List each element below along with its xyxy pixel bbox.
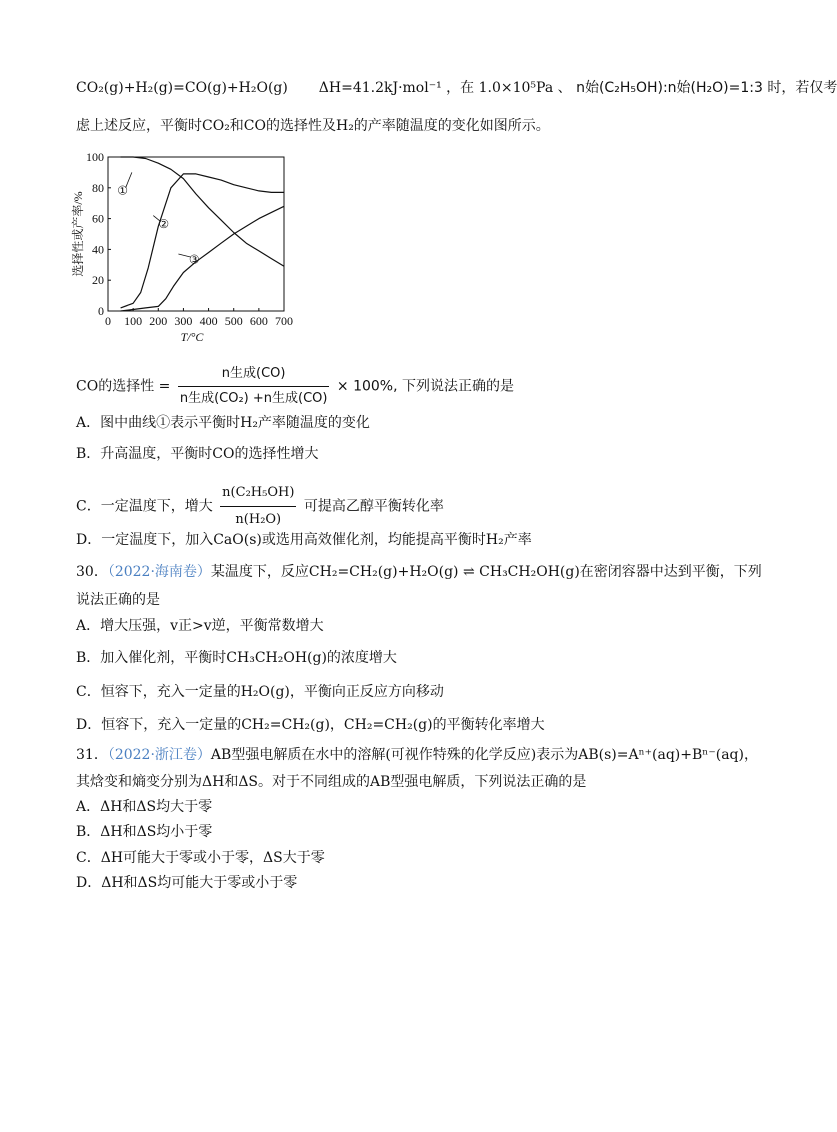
selectivity-tail: × 100%, — [336, 378, 398, 395]
q29-pressure: 1.0×10⁵Pa — [478, 80, 554, 96]
x-tick-label: 100 — [124, 314, 143, 328]
series-label-1: ① — [117, 183, 128, 198]
y-axis-label: 选择性或产率/% — [71, 191, 85, 277]
y-tick-label: 100 — [86, 150, 104, 164]
q31-option-b: B．ΔH和ΔS均小于零 — [76, 824, 213, 840]
selectivity-yield-chart — [70, 140, 310, 350]
x-axis-label: T/°C — [180, 330, 204, 344]
q30-stem-line2: 说法正确的是 — [76, 592, 160, 608]
q29-ratio-suffix: 时，若仅考 — [767, 80, 837, 96]
q31-option-a: A．ΔH和ΔS均大于零 — [76, 799, 213, 815]
q29-line1 — [76, 78, 837, 98]
q29-enthalpy: ΔH=41.2kJ·mol⁻¹ — [318, 80, 442, 96]
y-tick-label: 80 — [92, 180, 104, 195]
q30-option-b: B．加入催化剂，平衡时CH₃CH₂OH(g)的浓度增大 — [76, 650, 397, 666]
x-tick-label: 600 — [249, 314, 268, 328]
q29-option-d: D．一定温度下，加入CaO(s)或选用高效催化剂，均能提高平衡时H₂产率 — [76, 532, 532, 548]
series-line-2 — [121, 174, 284, 308]
q31-source: （2022·浙江卷） — [107, 747, 211, 763]
q30-source: （2022·海南卷） — [107, 564, 211, 580]
y-tick-label: 60 — [92, 211, 104, 226]
x-tick-label: 300 — [174, 314, 193, 328]
selectivity-label: CO的选择性 = — [76, 378, 171, 395]
q29-option-c — [76, 480, 444, 533]
q29-option-a: A．图中曲线①表示平衡时H₂产率随温度的变化 — [76, 415, 370, 431]
ratio-fraction — [220, 480, 296, 533]
series-label-2: ② — [158, 217, 170, 232]
y-tick-label: 0 — [98, 304, 104, 318]
q29-ratio-sep: 、 — [557, 80, 572, 96]
q30-option-d: D．恒容下，充入一定量的CH₂=CH₂(g)，CH₂=CH₂(g)的平衡转化率增大 — [76, 717, 545, 733]
x-tick-label: 200 — [149, 314, 168, 328]
x-tick-label: 0 — [105, 314, 111, 328]
q30-option-a: A．增大压强，v正>v逆，平衡常数增大 — [76, 618, 324, 634]
q30-option-c: C．恒容下，充入一定量的H₂O(g)，平衡向正反应方向移动 — [76, 684, 444, 700]
q31-stem-text: AB型强电解质在水中的溶解(可视作特殊的化学反应)表示为AB(s)=Aⁿ⁺(aq)+Bⁿ⁻(aq)， — [210, 747, 758, 763]
q31-stem-line1 — [76, 745, 758, 765]
x-tick-label: 500 — [224, 314, 243, 328]
selectivity-denominator: n生成(CO₂) +n生成(CO) — [179, 391, 328, 406]
plot-frame — [108, 157, 284, 311]
q29-option-b: B．升高温度，平衡时CO的选择性增大 — [76, 446, 319, 462]
q30-stem-text: 某温度下，反应CH₂=CH₂(g)+H₂O(g) ⇌ CH₃CH₂OH(g)在密闭容器中达到平衡，下列 — [210, 564, 762, 580]
q31-option-d: D．ΔH和ΔS均可能大于零或小于零 — [76, 875, 298, 891]
ratio-denominator: n(H₂O) — [235, 512, 282, 527]
q29-option-c-suffix: 可提高乙醇平衡转化率 — [303, 498, 444, 515]
co-selectivity-definition — [76, 362, 514, 411]
series-label-3: ③ — [188, 252, 200, 267]
q29-pressure-prefix: ，在 — [446, 80, 475, 96]
ratio-numerator: n(C₂H₅OH) — [220, 480, 296, 507]
y-tick-label: 20 — [92, 273, 104, 288]
q30-stem-line1 — [76, 562, 762, 582]
q29-line2: 虑上述反应，平衡时CO₂和CO的选择性及H₂的产率随温度的变化如图所示。 — [76, 118, 550, 134]
selectivity-numerator: n生成(CO) — [178, 362, 330, 387]
q29-reaction: CO₂(g)+H₂(g)=CO(g)+H₂O(g) — [76, 80, 288, 96]
q30-number: 30． — [76, 564, 108, 580]
selectivity-fraction — [178, 362, 330, 411]
x-tick-label: 700 — [275, 314, 293, 328]
q31-number: 31． — [76, 747, 108, 763]
q31-stem-line2: 其焓变和熵变分别为ΔH和ΔS。对于不同组成的AB型强电解质，下列说法正确的是 — [76, 774, 587, 790]
x-tick-label: 400 — [199, 314, 218, 328]
series-line-3 — [121, 206, 284, 311]
q29-question: 下列说法正确的是 — [402, 378, 515, 395]
y-tick-label: 40 — [92, 242, 104, 257]
series-line-1 — [121, 157, 284, 266]
q29-option-c-prefix: C．一定温度下，增大 — [76, 498, 213, 515]
q29-ratio: n始(C₂H₅OH):n始(H₂O)=1:3 — [576, 80, 763, 96]
q31-option-c: C．ΔH可能大于零或小于零，ΔS大于零 — [76, 850, 325, 866]
